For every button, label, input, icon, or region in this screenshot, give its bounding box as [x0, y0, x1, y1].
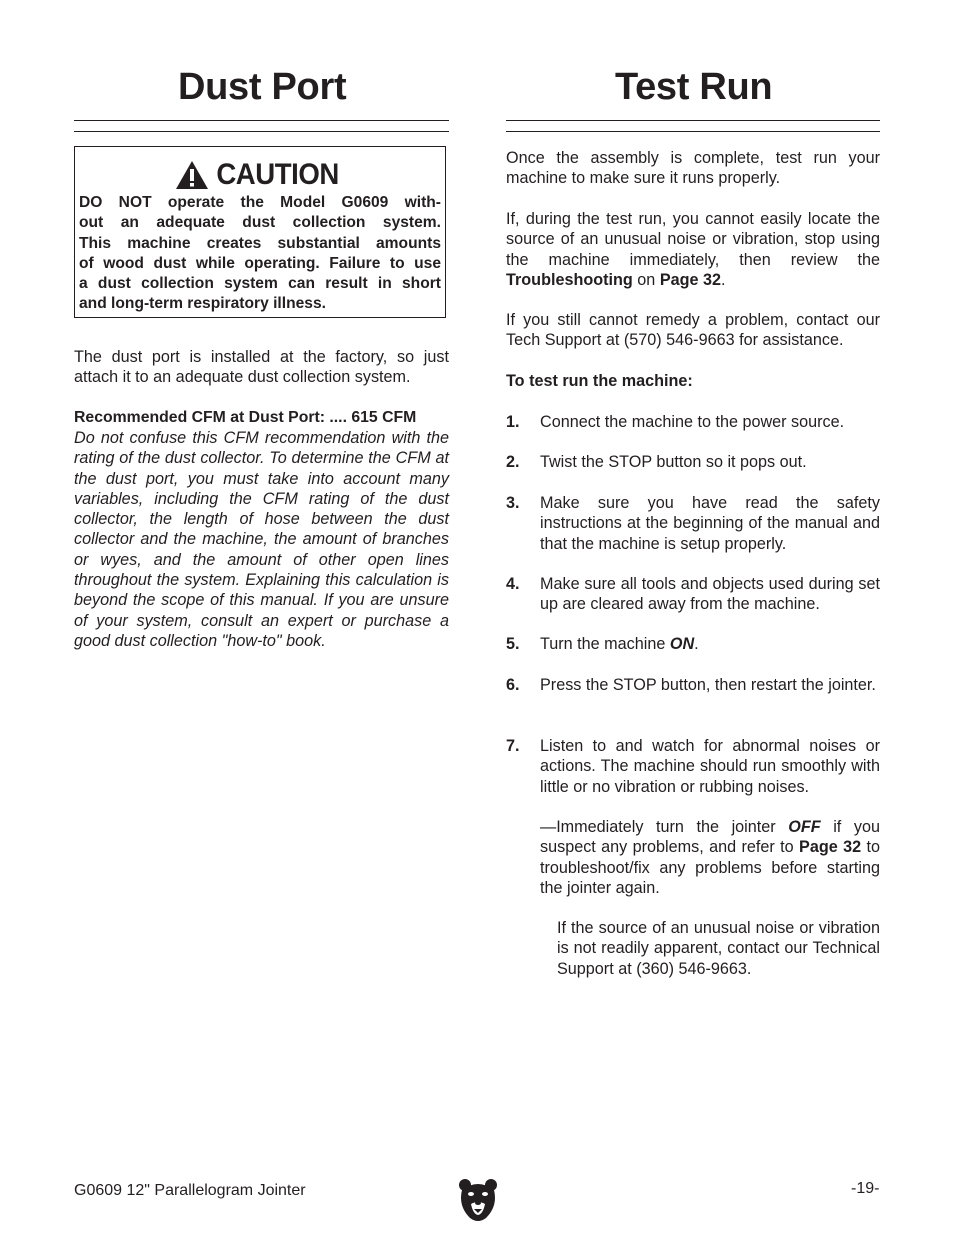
step-3 [506, 493, 880, 554]
step-text: Listen to and watch for abnormal noises or actions. The machine should run smoothly with little or no vibration or rubbing noises. [540, 737, 880, 796]
step-6 [506, 675, 880, 695]
step-text: Twist the STOP button so it pops out. [540, 453, 807, 471]
dust-port-intro: The dust port is installed at the factory, so just attach it to an adequate dust collection system. [74, 348, 449, 387]
step-text: Make sure you have read the safety instructions at the beginning of the manual and that the machine is setup properly. [540, 494, 880, 553]
bear-head-icon [458, 1178, 498, 1222]
step-text [540, 634, 880, 654]
step-text: Make sure all tools and objects used during set up are cleared away from the machine. [540, 575, 880, 614]
caution-label: CAUTION [216, 158, 340, 191]
caution-box [74, 146, 446, 318]
step-number: 2. [506, 453, 520, 471]
step-2 [506, 452, 880, 472]
title-rule [74, 120, 449, 132]
step-number: 4. [506, 575, 520, 593]
caution-line: a dust collection system can result in short [79, 275, 441, 293]
step-number: 6. [506, 676, 520, 694]
step-7 [506, 736, 880, 797]
on-label: ON [669, 635, 695, 653]
step-4 [506, 574, 880, 615]
step-number: 1. [506, 413, 520, 431]
caution-text [79, 193, 441, 315]
step-number: 5. [506, 635, 520, 653]
caution-line: and long-term respiratory illness. [79, 295, 326, 313]
test-run-title: Test Run [615, 66, 773, 108]
footer-model: G0609 12" Parallelogram Jointer [74, 1182, 306, 1199]
troubleshooting-ref: Troubleshooting [506, 270, 633, 289]
text: If, during the test run, you cannot easily locate the source of an unusual noise or vibration, stop using the machine immediately, then review the [506, 210, 880, 269]
warning-triangle-icon [175, 160, 209, 190]
text: Turn the machine [540, 635, 670, 653]
caution-header [75, 159, 445, 191]
step-7-note-1 [540, 817, 880, 898]
procedure-heading: To test run the machine: [506, 372, 693, 390]
caution-line: DO NOT operate the Model G0609 with- [79, 194, 441, 211]
page-ref: Page 32 [799, 838, 862, 857]
cfm-note: Do not confuse this CFM recommendation with the rating of the dust collector. To determine the CFM at the dust port, you must take into account many variables, including the CFM rating of the dust collector, the length of hose between the dust collector and the machine, the amount of branches or wyes, and the amount of other open lines throughout the system. Explaining this calculation is beyond the scope of this manual. If you are unsure of your system, consult an expert or purchase a good dust collection "how-to" book. [74, 429, 449, 650]
text: if you suspect any problems, and refer to [540, 818, 880, 857]
off-label: OFF [788, 818, 821, 836]
step-1 [506, 412, 880, 432]
caution-line: This machine creates substantial amounts [79, 234, 441, 252]
step-text: Press the STOP button, then restart the jointer. [540, 676, 876, 694]
test-run-para-1: Once the assembly is complete, test run your machine to make sure it runs properly. [506, 149, 880, 188]
test-run-para-2 [506, 209, 880, 290]
caution-line: of wood dust while operating. Failure to use [79, 254, 441, 272]
page-number: -19- [851, 1180, 880, 1197]
step-7-note-2: If the source of an unusual noise or vibration is not readily apparent, contact our Technical Support at (360) 546-9663. [557, 919, 880, 978]
caution-line: out an adequate dust collection system. [79, 214, 441, 232]
text: on [632, 270, 660, 289]
text: —Immediately turn the jointer [540, 818, 789, 836]
text: . [721, 270, 726, 289]
step-number: 7. [506, 737, 520, 755]
page-ref: Page 32 [659, 270, 722, 289]
cfm-recommendation: Recommended CFM at Dust Port: .... 615 CFM [74, 409, 417, 426]
text: . [694, 635, 699, 653]
step-5 [506, 634, 880, 654]
text: to troubleshoot/fix any problems before starting the jointer again. [540, 838, 880, 897]
step-number: 3. [506, 494, 520, 512]
dust-port-title: Dust Port [178, 66, 347, 108]
title-rule [506, 120, 880, 132]
step-text: Connect the machine to the power source. [540, 413, 845, 431]
test-run-para-3: If you still cannot remedy a problem, contact our Tech Support at (570) 546-9663 for assistance. [506, 311, 880, 350]
